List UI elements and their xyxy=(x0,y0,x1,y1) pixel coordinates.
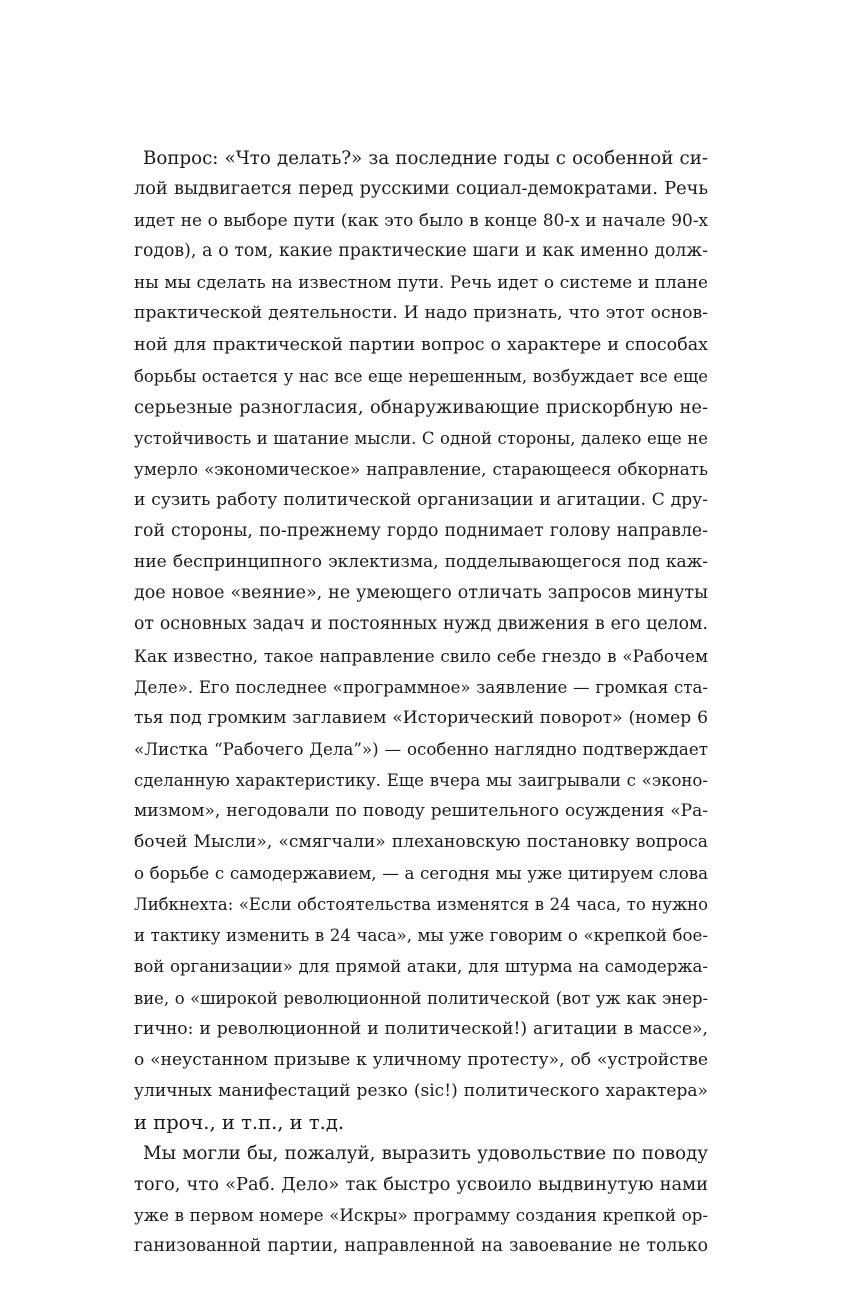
text-line: тья под громким заглавием «Исторический поворот» (номер 6 xyxy=(134,707,708,728)
text-line: бочей Мысли», «смягчали» плехановскую постановку вопроса xyxy=(134,832,708,853)
text-line: вие, о «широкой революционной политической (вот уж как энер- xyxy=(134,988,708,1008)
text-line: мизмом», негодовали по поводу решительного осуждения «Ра- xyxy=(134,800,708,821)
text-line: ганизованной партии, направленной на завоевание не только xyxy=(134,1236,708,1257)
text-line: вой организации» для прямой атаки, для штурма на самодержа- xyxy=(134,957,708,977)
paragraph-1 xyxy=(134,143,708,1138)
text-line: умерло «экономическое» направление, старающееся обкорнать xyxy=(134,459,708,479)
text-line: уже в первом номере «Искры» программу создания крепкой ор- xyxy=(134,1206,708,1226)
text-line: серьезные разногласия, обнаруживающие прискорбную не- xyxy=(134,396,708,418)
text-line: и тактику изменить в 24 часа», мы уже говорим о «крепкой бое- xyxy=(134,926,708,946)
text-line: о борьбе с самодержавием, — а сегодня мы уже цитируем слова xyxy=(134,864,708,884)
text-line: от основных задач и постоянных нужд движения в его целом. xyxy=(134,614,708,635)
text-line: о «неустанном призыве к уличному протесту», об «устройстве xyxy=(134,1049,708,1070)
text-line: гично: и революционной и политической!) агитации в массе», xyxy=(134,1018,708,1039)
text-line: устойчивость и шатание мысли. С одной стороны, далеко еще не xyxy=(134,428,708,448)
text-line: Мы могли бы, пожалуй, выразить удовольствие по поводу xyxy=(143,1143,708,1164)
text-line: ние беспринципного эклектизма, подделывающегося под каж- xyxy=(134,552,708,573)
text-line: идет не о выборе пути (как это было в конце 80-х и начале 90-х xyxy=(134,210,708,231)
text-line: ны мы сделать на известном пути. Речь идет о системе и плане xyxy=(134,272,708,293)
text-line: и сузить работу политической организации и агитации. С дру- xyxy=(134,490,708,511)
body-text xyxy=(134,143,708,1262)
text-line: гой стороны, по-прежнему гордо поднимает голову направле- xyxy=(134,521,708,542)
text-line: Вопрос: «Что делать?» за последние годы с особенной си- xyxy=(143,148,708,169)
text-line: дое новое «веяние», не умеющего отличать запросов минуты xyxy=(134,583,708,604)
text-line: Как известно, такое направление свило себе гнездо в «Рабочем xyxy=(134,645,708,666)
text-line: того, что «Раб. Дело» так быстро усвоило выдвинутую нами xyxy=(134,1174,708,1196)
text-line: Либкнехта: «Если обстоятельства изменятся в 24 часа, то нужно xyxy=(134,895,708,915)
text-line: «Листка “Рабочего Дела”») — особенно наглядно подтверждает xyxy=(134,739,708,759)
paragraph-2 xyxy=(134,1138,708,1262)
text-line: уличных манифестаций резко (sic!) политического характера» xyxy=(134,1080,708,1101)
text-line: ной для практической партии вопрос о характере и способах xyxy=(134,334,708,355)
text-line: Деле». Его последнее «программное» заявление — громкая ста- xyxy=(134,677,708,697)
text-line: лой выдвигается перед русскими социал-демократами. Речь xyxy=(134,179,708,200)
text-line: годов), а о том, какие практические шаги и как именно долж- xyxy=(134,241,708,262)
text-line: практической деятельности. И надо признать, что этот основ- xyxy=(134,303,708,324)
text-line: и проч., и т.п., и т.д. xyxy=(134,1110,345,1134)
text-line: сделанную характеристику. Еще вчера мы заигрывали с «эконо- xyxy=(134,770,708,790)
text-line: борьбы остается у нас все еще нерешенным, возбуждает все еще xyxy=(134,366,708,386)
